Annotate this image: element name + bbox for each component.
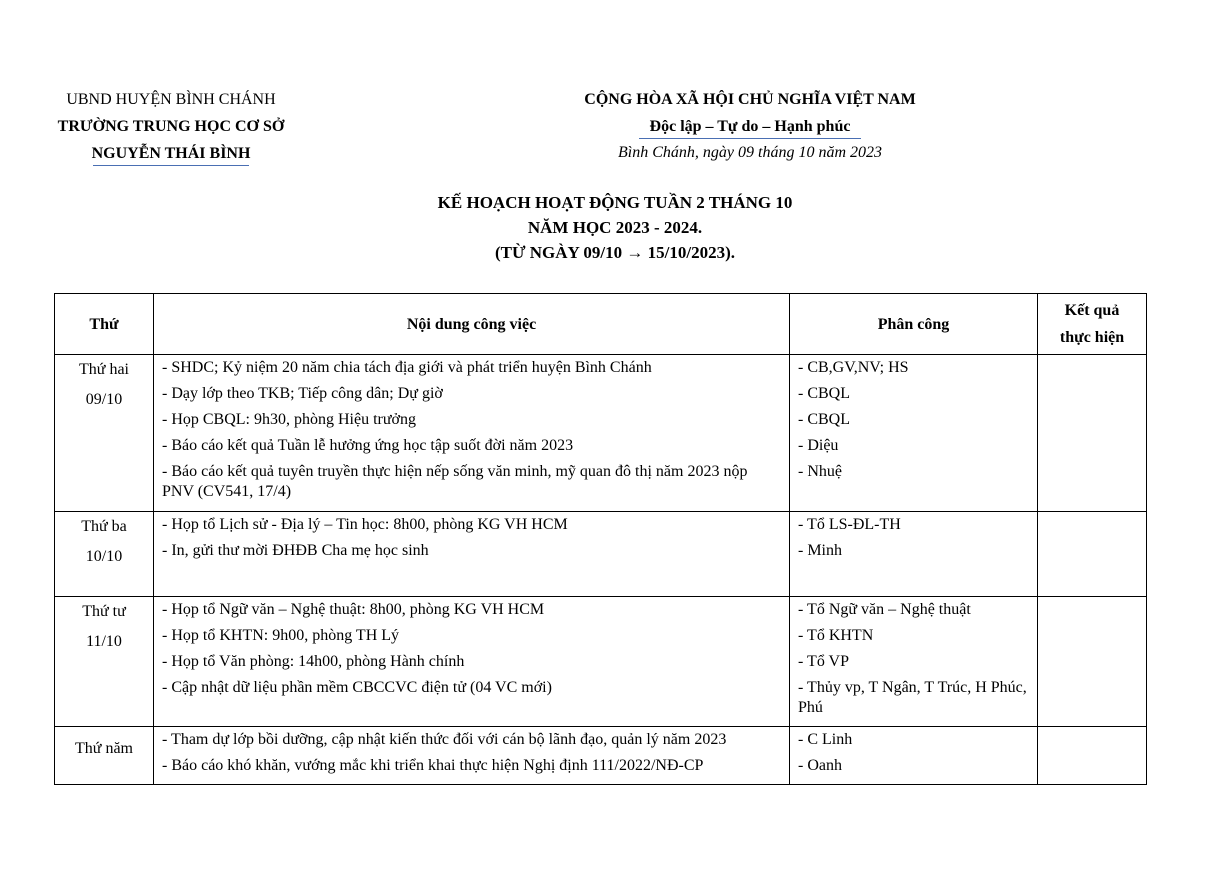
result-cell	[1038, 727, 1147, 785]
assign-item: - Diệu	[798, 437, 839, 454]
assign-cell	[790, 597, 1038, 727]
task-item: - Báo cáo kết quả Tuần lễ hưởng ứng học tập suốt đời năm 2023	[162, 437, 574, 454]
assign-item: - Tổ Ngữ văn – Nghệ thuật	[798, 601, 971, 618]
assign-item: - Tổ KHTN	[798, 627, 874, 644]
day-cell	[55, 512, 154, 597]
table-row	[55, 355, 1147, 512]
task-item: - Báo cáo kết quả tuyên truyền thực hiện nếp sống văn minh, mỹ quan đô thị năm 2023 nộp PNV (CV541, 17/4)	[162, 463, 748, 500]
plan-title-line2: NĂM HỌC 2023 - 2024.	[527, 218, 703, 237]
task-item: - Họp tổ Văn phòng: 14h00, phòng Hành chính	[162, 653, 465, 670]
assign-cell	[790, 512, 1038, 597]
header-assign: Phân công	[790, 294, 1038, 355]
header-result	[1038, 294, 1147, 355]
task-cell	[154, 512, 790, 597]
header-right	[540, 86, 960, 166]
assign-item: - CBQL	[798, 385, 850, 402]
day-cell	[55, 355, 154, 512]
header-result-line2: thực hiện	[1059, 329, 1125, 346]
table-row	[55, 512, 1147, 597]
assign-item: - Nhuệ	[798, 463, 842, 480]
national-title: CỘNG HÒA XÃ HỘI CHỦ NGHĨA VIỆT NAM	[584, 91, 916, 108]
day-date: 11/10	[86, 633, 122, 650]
assign-item: - CBQL	[798, 411, 850, 428]
assign-item: - CB,GV,NV; HS	[798, 359, 909, 376]
day-date: 09/10	[85, 391, 123, 408]
day-name: Thứ năm	[75, 740, 133, 757]
header-day: Thứ	[55, 294, 154, 355]
task-item: - Dạy lớp theo TKB; Tiếp công dân; Dự giờ	[162, 385, 443, 402]
task-item: - Họp tổ Ngữ văn – Nghệ thuật: 8h00, phòng KG VH HCM	[162, 601, 545, 618]
day-name: Thứ hai	[79, 361, 129, 378]
assign-item: - Oanh	[798, 757, 842, 774]
header-result-line1: Kết quả	[1064, 302, 1120, 319]
header-task: Nội dung công việc	[154, 294, 790, 355]
day-cell	[55, 597, 154, 727]
task-item: - In, gửi thư mời ĐHĐB Cha mẹ học sinh	[162, 542, 429, 559]
day-name: Thứ ba	[81, 518, 127, 535]
task-item: - Cập nhật dữ liệu phần mềm CBCCVC điện tử (04 VC mới)	[162, 679, 552, 696]
table-row	[55, 727, 1147, 785]
result-cell	[1038, 355, 1147, 512]
assign-item: - C Linh	[798, 731, 853, 748]
assign-cell	[790, 727, 1038, 785]
task-cell	[154, 355, 790, 512]
table-header-row	[55, 294, 1147, 355]
national-motto: Độc lập – Tự do – Hạnh phúc	[649, 118, 851, 135]
school-name-line2: NGUYỄN THÁI BÌNH	[91, 145, 251, 162]
plan-title	[0, 190, 1230, 265]
table-row	[55, 597, 1147, 727]
task-cell	[154, 597, 790, 727]
task-item: - Họp tổ Lịch sử - Địa lý – Tin học: 8h00, phòng KG VH HCM	[162, 516, 568, 533]
plan-title-line1: KẾ HOẠCH HOẠT ĐỘNG TUẦN 2 THÁNG 10	[437, 193, 793, 212]
header-left	[40, 86, 302, 166]
task-item: - Tham dự lớp bồi dưỡng, cập nhật kiến thức đối với cán bộ lãnh đạo, quản lý năm 2023	[162, 731, 727, 748]
task-item: - Báo cáo khó khăn, vướng mắc khi triển khai thực hiện Nghị định 111/2022/NĐ-CP	[162, 757, 704, 774]
task-item: - Họp tổ KHTN: 9h00, phòng TH Lý	[162, 627, 400, 644]
day-name: Thứ tư	[82, 603, 126, 620]
task-cell	[154, 727, 790, 785]
school-name-line1: TRƯỜNG TRUNG HỌC CƠ SỞ	[57, 118, 285, 135]
weekly-plan-table	[54, 293, 1147, 785]
day-cell	[55, 727, 154, 785]
document-date: Bình Chánh, ngày 09 tháng 10 năm 2023	[618, 144, 882, 161]
assign-cell	[790, 355, 1038, 512]
assign-item: - Thủy vp, T Ngân, T Trúc, H Phúc, Phú	[798, 679, 1027, 716]
district-name: UBND HUYỆN BÌNH CHÁNH	[66, 91, 276, 108]
assign-item: - Tổ LS-ĐL-TH	[798, 516, 901, 533]
day-date: 10/10	[85, 548, 123, 565]
result-cell	[1038, 597, 1147, 727]
result-cell	[1038, 512, 1147, 597]
plan-title-line3: (TỪ NGÀY 09/10 → 15/10/2023).	[494, 243, 736, 262]
task-item: - Họp CBQL: 9h30, phòng Hiệu trưởng	[162, 411, 417, 428]
assign-item: - Minh	[798, 542, 842, 559]
assign-item: - Tổ VP	[798, 653, 849, 670]
task-item: - SHDC; Kỷ niệm 20 năm chia tách địa giới và phát triển huyện Bình Chánh	[162, 359, 652, 376]
